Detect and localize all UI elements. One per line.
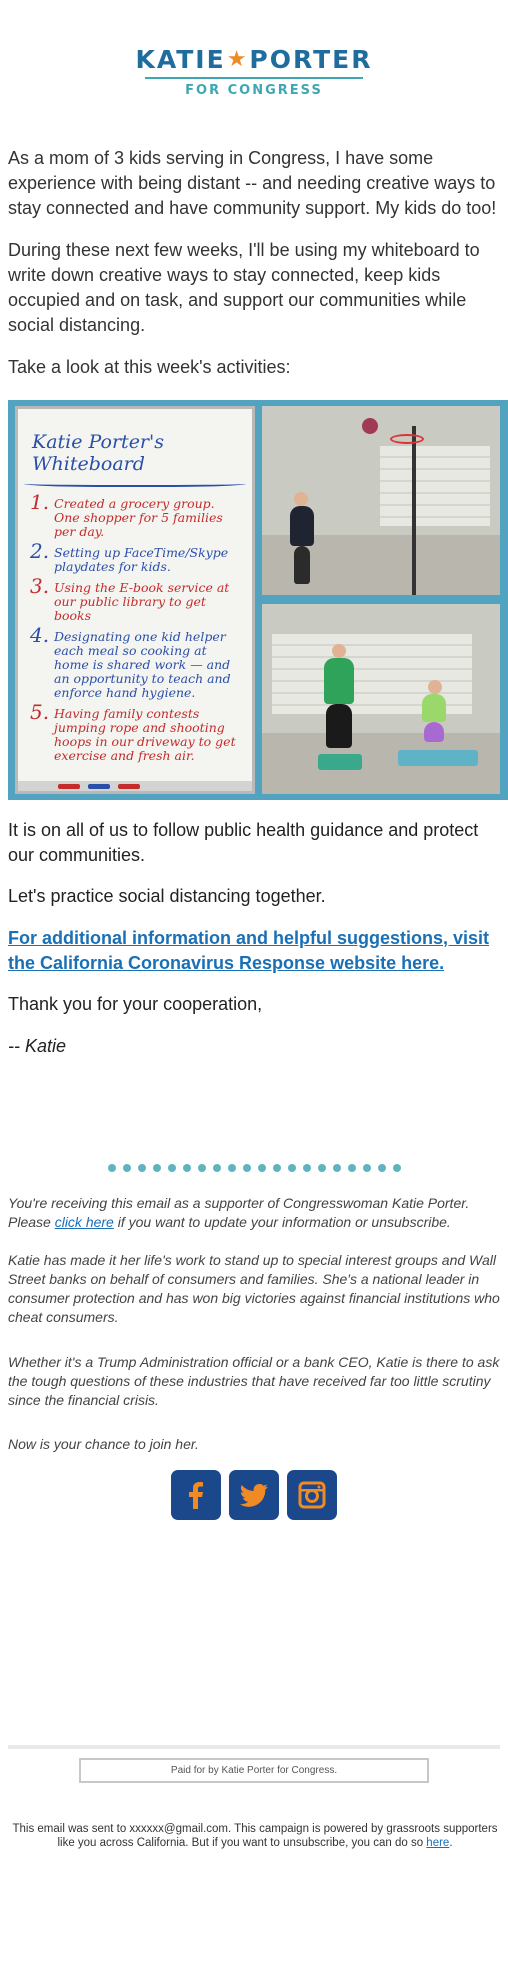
footer-divider	[8, 1745, 500, 1749]
beach-towel	[398, 750, 478, 766]
coronavirus-response-link[interactable]: For additional information and helpful suggestions, visit the California Coronavirus Response website here.	[8, 928, 490, 973]
marker-tray	[18, 781, 252, 791]
twitter-icon	[238, 1479, 270, 1511]
dots-divider	[0, 1164, 508, 1172]
whiteboard-item: 4. Designating one kid helper each meal so cooking at home is shared work — and an opportunity to teach and enforce hand hygiene.	[30, 623, 231, 700]
child-shirt	[422, 694, 446, 722]
person-shirt	[324, 658, 354, 704]
whiteboard-item: 5. Having family contests jumping rope and shooting hoops in our driveway to get exercise and fresh air.	[30, 700, 236, 763]
whiteboard-underline	[24, 479, 246, 487]
person-head	[294, 492, 308, 506]
about-paragraph-1: Katie has made it her life's work to stand up to special interest groups and Wall Street banks on behalf of consumers and families. She's a national leader in consumer protection and has won big victories against financial institutions who cheat consumers.	[8, 1252, 500, 1325]
logo-name	[0, 46, 508, 74]
activities-heading: Take a look at this week's activities:	[8, 357, 291, 377]
basketball-photo	[262, 406, 500, 595]
person-head	[332, 644, 346, 658]
logo-name-right: PORTER	[249, 45, 373, 74]
supporter-notice: You're receiving this email as a supporter of Congresswoman Katie Porter. Please click here if you want to update your information or unsubscribe.	[8, 1195, 470, 1230]
thanks-paragraph: Thank you for your cooperation,	[8, 994, 263, 1014]
red-marker	[118, 784, 140, 789]
logo-subtitle: FOR CONGRESS	[185, 83, 323, 98]
whiteboard-paragraph: During these next few weeks, I'll be using my whiteboard to write down creative ways to stay connected, keep kids occupied and on task, and support our communities while social distancing.	[8, 240, 480, 335]
sent-to-notice: This email was sent to xxxxxx@gmail.com. This campaign is powered by grassroots supporters like you across California. But if you want to unsubscribe, you can do so here.	[12, 1823, 498, 1849]
basketball	[362, 418, 378, 434]
intro-paragraph: As a mom of 3 kids serving in Congress, I have some experience with being distant -- and needing creative ways to stay connected and have community support. My kids do too!	[8, 148, 497, 218]
info-link-paragraph	[8, 926, 502, 976]
whiteboard-item: 1. Created a grocery group. One shopper for 5 families per day.	[30, 490, 223, 539]
red-marker	[58, 784, 80, 789]
update-info-link[interactable]: click here	[54, 1214, 114, 1230]
facebook-button[interactable]	[171, 1470, 221, 1520]
garage-door	[380, 446, 490, 526]
campaign-logo[interactable]	[0, 46, 508, 98]
blue-marker	[88, 784, 110, 789]
twitter-button[interactable]	[229, 1470, 279, 1520]
unsubscribe-link[interactable]: here	[426, 1837, 450, 1849]
guidance-paragraph: It is on all of us to follow public health guidance and protect our communities.	[8, 820, 479, 865]
star-icon: ★	[226, 47, 249, 72]
hoop-rim	[390, 434, 424, 444]
child-head	[428, 680, 442, 694]
person-legs	[294, 546, 310, 584]
logo-divider	[145, 77, 363, 79]
whiteboard-item: 3. Using the E-book service at our public library to get books	[30, 574, 230, 623]
instagram-button[interactable]	[287, 1470, 337, 1520]
hoop-pole	[412, 426, 416, 595]
signature: -- Katie	[8, 1036, 67, 1056]
facebook-icon	[180, 1479, 212, 1511]
join-paragraph: Now is your chance to join her.	[8, 1436, 199, 1452]
person-jacket	[290, 506, 314, 546]
exercise-mat	[318, 754, 362, 770]
about-paragraph-2: Whether it's a Trump Administration official or a bank CEO, Katie is there to ask the tough questions of these industries that have received far too little scrutiny since the financial crisis.	[8, 1354, 500, 1408]
social-links	[0, 1470, 508, 1520]
whiteboard-title: Katie Porter's Whiteboard	[32, 431, 164, 475]
exercise-photo	[262, 604, 500, 794]
logo-name-left: KATIE	[135, 45, 226, 74]
whiteboard-photo	[15, 406, 255, 794]
paid-for-disclaimer: Paid for by Katie Porter for Congress.	[79, 1758, 429, 1783]
whiteboard-item: 2. Setting up FaceTime/Skype playdates for kids.	[30, 539, 229, 574]
activities-photo-collage	[8, 400, 508, 800]
child-shorts	[424, 722, 444, 742]
distancing-paragraph: Let's practice social distancing together.	[8, 886, 326, 906]
instagram-icon	[296, 1479, 328, 1511]
person-legs	[326, 704, 352, 748]
